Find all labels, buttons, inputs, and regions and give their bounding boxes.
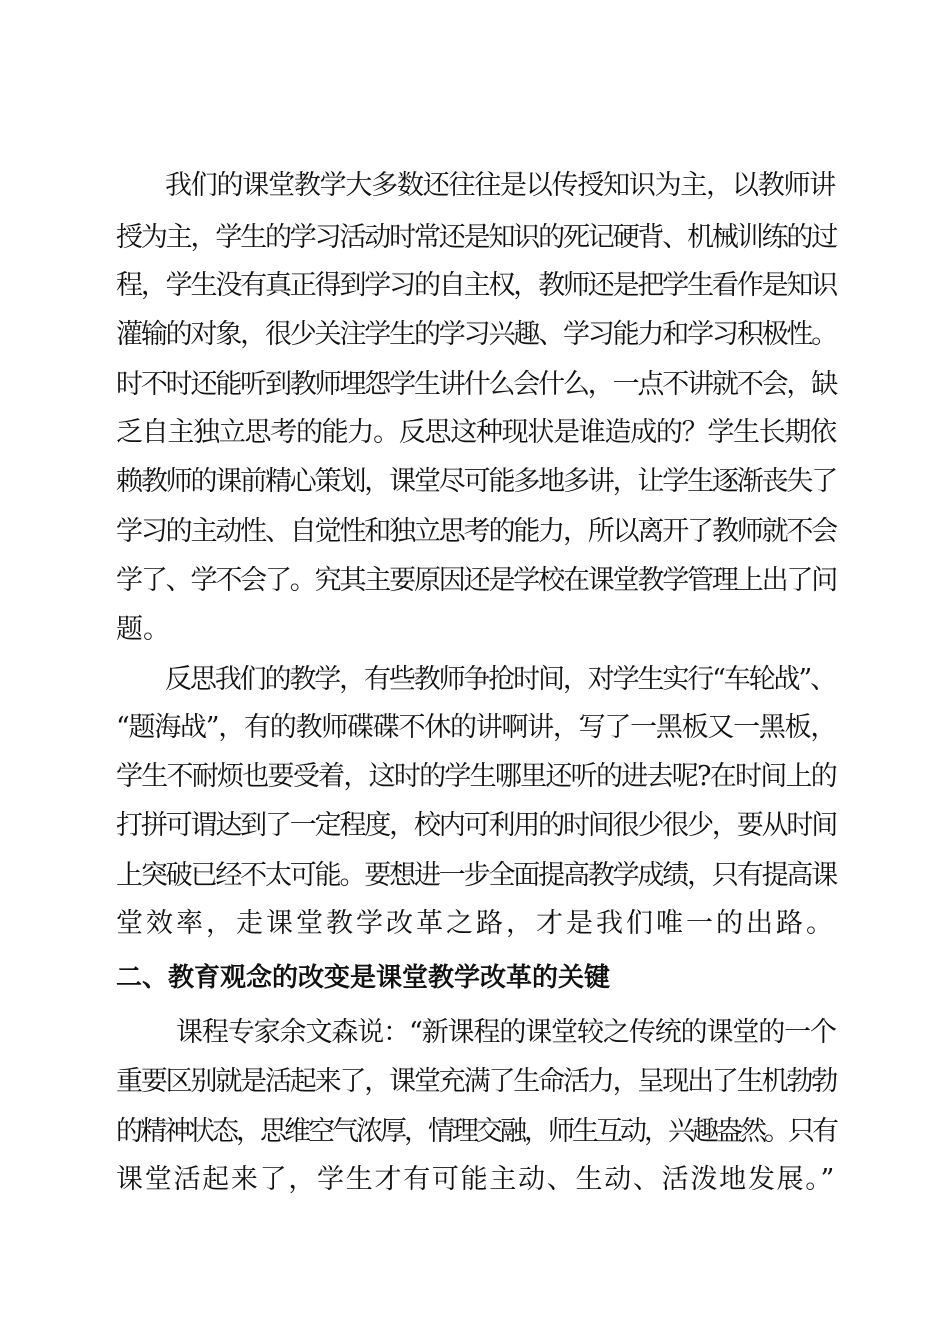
text-line: 课程专家余文森说：“新课程的课堂较之传统的课堂的一个 — [176, 1017, 836, 1048]
text-line: 打拼可谓达到了一定程度，校内可利用的时间很少很少，要从时间 — [116, 810, 837, 841]
text-line: 我们的课堂教学大多数还往往是以传授知识为主，以教师讲 — [165, 170, 836, 201]
text-line: 学习的主动性、自觉性和独立思考的能力，所以离开了教师就不会 — [116, 516, 837, 547]
text-line: 重要区别就是活起来了，课堂充满了生命活力，呈现出了生机勃勃 — [116, 1066, 837, 1097]
text-line: 程，学生没有真正得到学习的自主权，教师还是把学生看作是知识 — [116, 270, 837, 301]
text-line: 上突破已经不太可能。要想进一步全面提高教学成绩，只有提高课 — [116, 860, 837, 891]
text-line: 学生不耐烦也要受着，这时的学生哪里还听的进去呢?在时间上的 — [116, 761, 837, 792]
text-line: 时不时还能听到教师埋怨学生讲什么会什么，一点不讲就不会，缺 — [116, 369, 837, 400]
text-line: 赖教师的课前精心策划，课堂尽可能多地多讲，让学生逐渐丧失了 — [116, 466, 837, 497]
text-line: 课堂活起来了，学生才有可能主动、生动、活泼地发展。” — [116, 1164, 837, 1195]
text-line: 授为主，学生的学习活动时常还是知识的死记硬背、机械训练的过 — [116, 222, 837, 253]
text-line: 反思我们的教学，有些教师争抢时间，对学生实行“车轮战”、 — [165, 664, 835, 695]
text-line: “题海战”，有的教师碟碟不休的讲啊讲，写了一黑板又一黑板， — [116, 712, 837, 743]
text-line: 学了、学不会了。究其主要原因还是学校在课堂教学管理上出了问 — [116, 565, 837, 596]
text-line: 堂效率，走课堂教学改革之路，才是我们唯一的出路。 — [116, 908, 836, 939]
text-line: 乏自主独立思考的能力。反思这种现状是谁造成的？学生长期依 — [116, 417, 836, 448]
section-heading: 二、教育观念的改变是课堂教学改革的关键 — [116, 963, 611, 993]
text-line: 题。 — [116, 614, 170, 645]
text-line: 的精神状态，思维空气浓厚，情理交融，师生互动，兴趣盎然。只有 — [116, 1116, 836, 1147]
text-line: 灌输的对象，很少关注学生的学习兴趣、学习能力和学习积极性。 — [116, 319, 837, 350]
